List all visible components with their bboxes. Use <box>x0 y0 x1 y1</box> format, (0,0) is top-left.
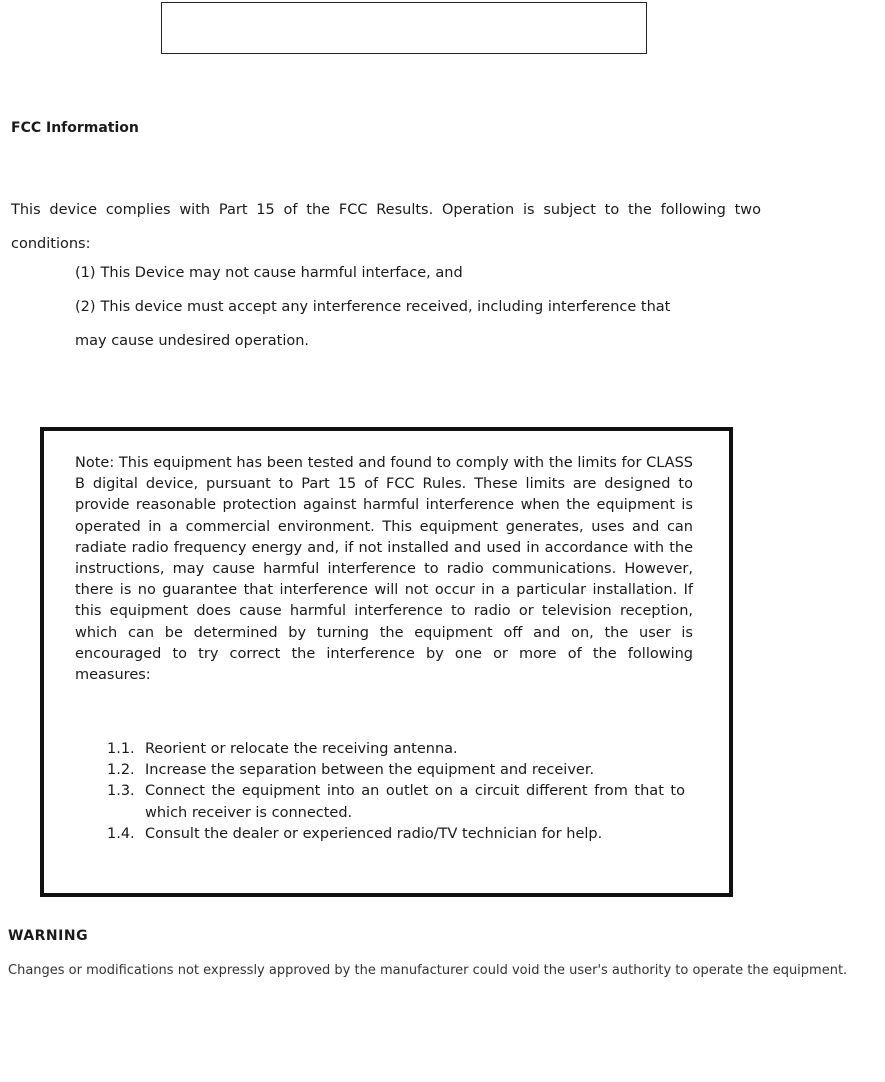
conditions-list <box>75 256 765 358</box>
measure-item <box>107 739 685 760</box>
measure-text: Reorient or relocate the receiving antenna. <box>145 741 458 757</box>
condition-number: (1) <box>75 265 96 281</box>
measure-text: Consult the dealer or experienced radio/TV technician for help. <box>145 825 603 842</box>
measure-item <box>107 781 685 823</box>
fcc-heading: FCC Information <box>11 120 139 136</box>
measure-number: 1.3. <box>107 783 135 800</box>
warning-heading: WARNING <box>8 928 89 944</box>
condition-text: This device must accept any interference received, including interference that <box>100 299 671 315</box>
measure-number: 1.4. <box>107 825 135 842</box>
measures-list <box>107 739 685 845</box>
fcc-intro: This device complies with Part 15 of the FCC Results. Operation is subject to the following two conditions: <box>11 202 761 252</box>
condition-item <box>75 256 765 290</box>
condition-text: This Device may not cause harmful interface, and <box>100 265 463 281</box>
measure-text: Increase the separation between the equipment and receiver. <box>145 762 595 779</box>
note-box <box>40 427 733 897</box>
measure-text: Connect the equipment into an outlet on a circuit different from that to which receiver is connected. <box>145 783 685 821</box>
warning-text: Changes or modifications not expressly approved by the manufacturer could void the user's authority to operate the equipment. <box>8 963 848 978</box>
note-text: Note: This equipment has been tested and found to comply with the limits for CLASS B digital device, pursuant to Part 15 of FCC Rules. These limits are designed to provide reasonable protection against harmful interference when the equipment is operated in a commercial environment. This equipment generates, uses and can radiate radio frequency energy and, if not installed and used in accordance with the instructions, may cause harmful interference to radio communications. However, there is no guarantee that interference will not occur in a particular installation. If this equipment does cause harmful interference to radio or television reception, which can be determined by turning the equipment off and on, the user is encouraged to try correct the interference by one or more of the following measures: <box>75 455 693 684</box>
condition-continuation: may cause undesired operation. <box>75 333 310 349</box>
empty-header-box <box>161 2 647 54</box>
measure-item <box>107 824 685 845</box>
condition-item <box>75 290 765 358</box>
measure-number: 1.1. <box>107 741 135 757</box>
condition-number: (2) <box>75 299 96 315</box>
measure-number: 1.2. <box>107 762 135 779</box>
measure-item <box>107 760 685 781</box>
